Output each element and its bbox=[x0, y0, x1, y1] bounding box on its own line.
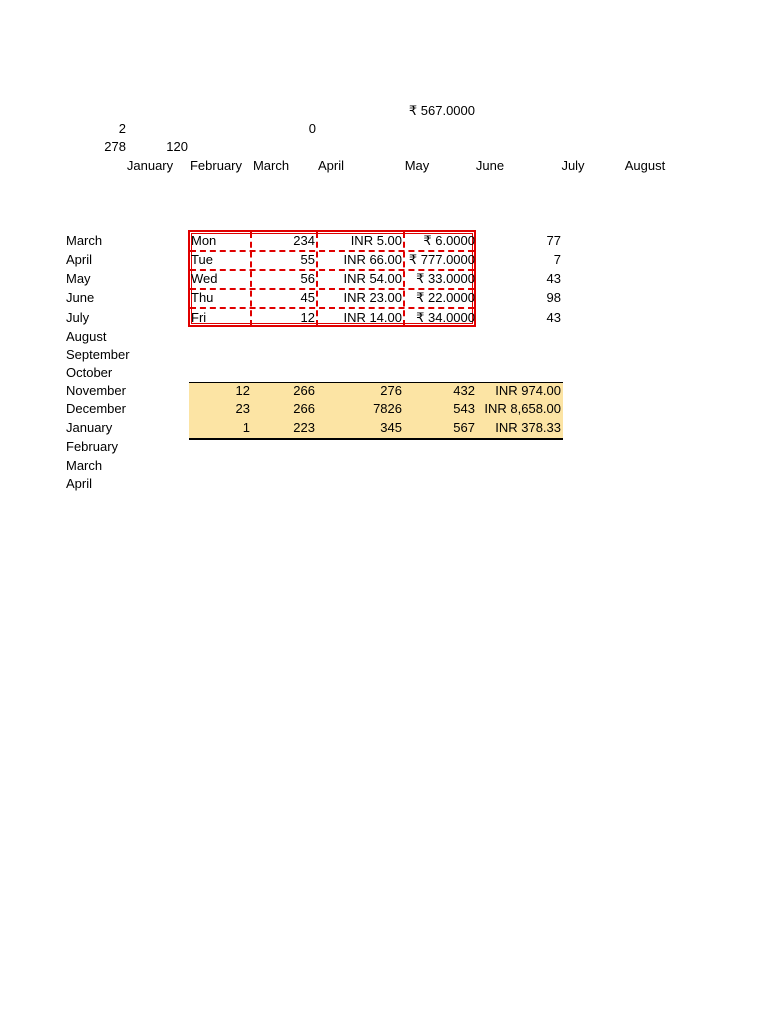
row-label-may[interactable]: May bbox=[66, 271, 91, 286]
yellow-cell-d[interactable]: 543 bbox=[453, 401, 475, 416]
month-header-march[interactable]: March bbox=[252, 158, 290, 173]
yellow-cell-b[interactable]: 223 bbox=[293, 420, 315, 435]
side-value[interactable]: 98 bbox=[546, 290, 561, 305]
row-label-december[interactable]: December bbox=[66, 401, 126, 416]
red-cell-day[interactable]: Wed bbox=[191, 271, 218, 286]
red-cell-day[interactable]: Thu bbox=[191, 290, 214, 305]
red-cell-inr[interactable]: INR 23.00 bbox=[343, 290, 402, 305]
month-header-may[interactable]: May bbox=[404, 158, 430, 173]
row-label-june[interactable]: June bbox=[66, 290, 95, 305]
red-cell-inr[interactable]: INR 54.00 bbox=[343, 271, 402, 286]
yellow-cell-c[interactable]: 345 bbox=[380, 420, 402, 435]
yellow-cell-a[interactable]: 23 bbox=[235, 401, 250, 416]
red-table-row-divider bbox=[190, 307, 474, 309]
red-cell-inr[interactable]: INR 5.00 bbox=[350, 233, 402, 248]
month-header-august[interactable]: August bbox=[624, 158, 666, 173]
red-cell-day[interactable]: Fri bbox=[191, 310, 207, 325]
cell-value-278[interactable]: 278 bbox=[104, 139, 126, 154]
cell-currency-top[interactable]: ₹ 567.0000 bbox=[408, 103, 475, 118]
yellow-cell-b[interactable]: 266 bbox=[293, 401, 315, 416]
row-label-november[interactable]: November bbox=[66, 383, 126, 398]
row-label-april[interactable]: April bbox=[66, 252, 93, 267]
row-label-february[interactable]: February bbox=[66, 439, 119, 454]
red-cell-day[interactable]: Tue bbox=[191, 252, 213, 267]
red-cell-rupee[interactable]: ₹ 22.0000 bbox=[416, 290, 475, 305]
yellow-cell-e[interactable]: INR 8,658.00 bbox=[484, 401, 561, 416]
month-header-february[interactable]: February bbox=[189, 158, 243, 173]
red-cell-inr[interactable]: INR 66.00 bbox=[343, 252, 402, 267]
row-label-march[interactable]: March bbox=[66, 233, 103, 248]
red-cell-num[interactable]: 56 bbox=[300, 271, 315, 286]
red-cell-rupee[interactable]: ₹ 34.0000 bbox=[416, 310, 475, 325]
row-label-march-2[interactable]: March bbox=[66, 458, 103, 473]
red-cell-num[interactable]: 45 bbox=[300, 290, 315, 305]
side-value[interactable]: 7 bbox=[553, 252, 561, 267]
yellow-cell-a[interactable]: 1 bbox=[242, 420, 250, 435]
yellow-cell-c[interactable]: 276 bbox=[380, 383, 402, 398]
yellow-cell-c[interactable]: 7826 bbox=[373, 401, 402, 416]
yellow-cell-a[interactable]: 12 bbox=[235, 383, 250, 398]
yellow-table-bottom-border bbox=[189, 438, 563, 440]
yellow-cell-d[interactable]: 567 bbox=[453, 420, 475, 435]
side-value[interactable]: 43 bbox=[546, 310, 561, 325]
red-cell-rupee[interactable]: ₹ 6.0000 bbox=[423, 233, 475, 248]
row-label-october[interactable]: October bbox=[66, 365, 113, 380]
month-header-january[interactable]: January bbox=[126, 158, 174, 173]
row-label-january[interactable]: January bbox=[66, 420, 113, 435]
red-cell-rupee[interactable]: ₹ 33.0000 bbox=[416, 271, 475, 286]
month-header-june[interactable]: June bbox=[475, 158, 505, 173]
side-value[interactable]: 43 bbox=[546, 271, 561, 286]
yellow-cell-e[interactable]: INR 974.00 bbox=[495, 383, 561, 398]
red-cell-inr[interactable]: INR 14.00 bbox=[343, 310, 402, 325]
cell-value-120[interactable]: 120 bbox=[166, 139, 188, 154]
row-label-september[interactable]: September bbox=[66, 347, 130, 362]
row-label-august[interactable]: August bbox=[66, 329, 107, 344]
cell-value-2[interactable]: 2 bbox=[118, 121, 126, 136]
side-value[interactable]: 77 bbox=[546, 233, 561, 248]
red-cell-rupee[interactable]: ₹ 777.0000 bbox=[408, 252, 475, 267]
red-cell-num[interactable]: 12 bbox=[300, 310, 315, 325]
red-cell-num[interactable]: 234 bbox=[293, 233, 315, 248]
yellow-cell-b[interactable]: 266 bbox=[293, 383, 315, 398]
yellow-cell-d[interactable]: 432 bbox=[453, 383, 475, 398]
row-label-july[interactable]: July bbox=[66, 310, 90, 325]
cell-value-0[interactable]: 0 bbox=[308, 121, 316, 136]
row-label-april-2[interactable]: April bbox=[66, 476, 93, 491]
red-cell-num[interactable]: 55 bbox=[300, 252, 315, 267]
yellow-cell-e[interactable]: INR 378.33 bbox=[495, 420, 561, 435]
month-header-april[interactable]: April bbox=[317, 158, 344, 173]
month-header-july[interactable]: July bbox=[561, 158, 585, 173]
red-cell-day[interactable]: Mon bbox=[191, 233, 217, 248]
